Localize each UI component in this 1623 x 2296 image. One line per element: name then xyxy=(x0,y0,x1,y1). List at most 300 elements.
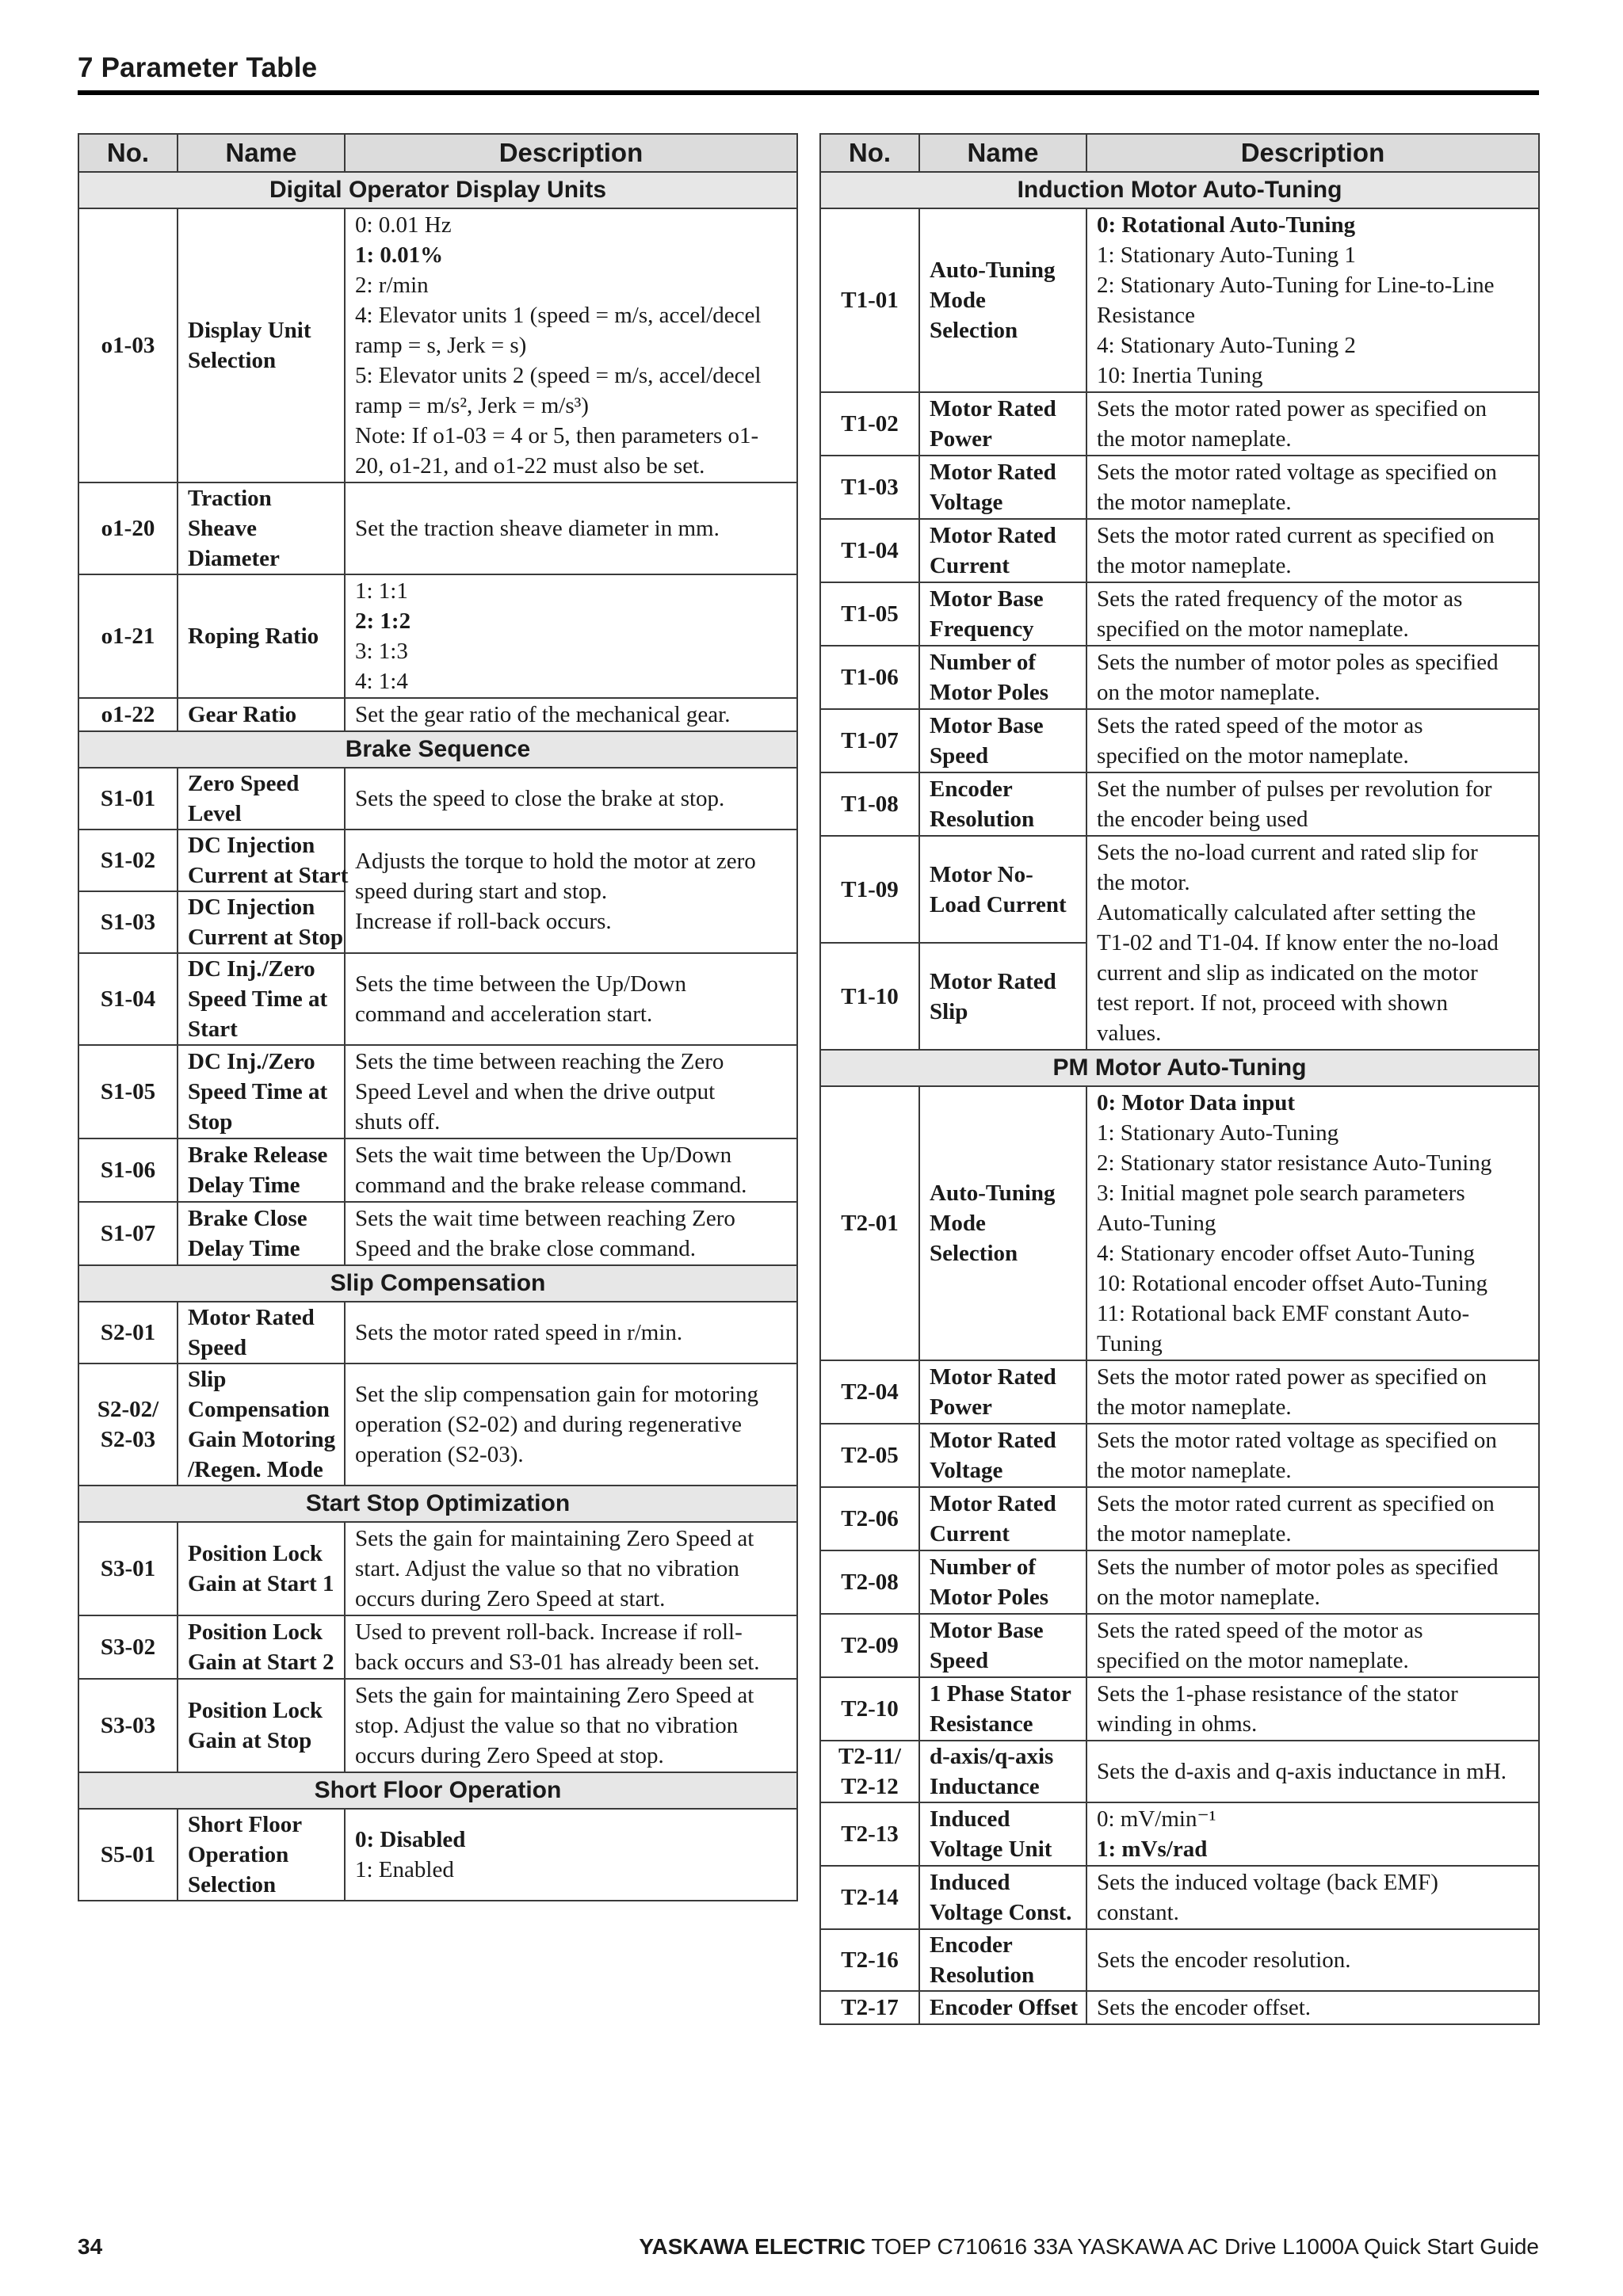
parameter-description xyxy=(1086,519,1539,582)
description-line: operation (S2-03). xyxy=(355,1442,524,1467)
parameter-name xyxy=(919,392,1086,456)
parameter-name xyxy=(919,1487,1086,1550)
parameter-name-line: Voltage xyxy=(930,1458,1003,1483)
description-line: 1: 0.01% xyxy=(355,242,444,268)
parameter-name-line: Selection xyxy=(188,348,277,373)
description-line: Sets the 1-phase resistance of the stator xyxy=(1097,1681,1458,1707)
parameter-number xyxy=(820,1802,919,1866)
parameter-name-line: Motor Poles xyxy=(930,1585,1049,1610)
parameter-name xyxy=(919,1802,1086,1866)
parameter-name-line: Auto-Tuning xyxy=(930,257,1056,283)
parameter-description xyxy=(1086,1929,1539,1991)
section-header-row xyxy=(78,172,797,208)
parameter-name-line: Mode xyxy=(930,288,986,313)
parameter-name-line: Motor Rated xyxy=(930,460,1056,485)
parameter-number-line: S2-02/ xyxy=(97,1397,159,1422)
parameter-name-line: Position Lock xyxy=(188,1619,323,1645)
description-line: winding in ohms. xyxy=(1097,1711,1258,1737)
description-line: 4: Stationary encoder offset Auto-Tuning xyxy=(1097,1241,1475,1266)
parameter-number xyxy=(820,1614,919,1677)
parameter-name xyxy=(178,482,345,574)
parameter-name xyxy=(919,943,1086,1050)
parameter-number-line: T2-06 xyxy=(841,1506,899,1531)
parameter-name xyxy=(919,1677,1086,1741)
description-line: 1: 1:1 xyxy=(355,578,408,604)
table-row xyxy=(820,1487,1539,1550)
parameter-description xyxy=(1086,1741,1539,1802)
parameter-number xyxy=(820,709,919,772)
description-line: test report. If not, proceed with shown xyxy=(1097,990,1448,1016)
parameter-number xyxy=(78,768,178,830)
parameter-name-line: Selection xyxy=(188,1872,277,1897)
table-row xyxy=(78,1363,797,1486)
description-line: on the motor nameplate. xyxy=(1097,680,1320,705)
parameter-number xyxy=(820,836,919,943)
parameter-name xyxy=(178,1679,345,1772)
table-row xyxy=(78,1138,797,1202)
table-row xyxy=(78,1302,797,1363)
parameter-name-line: Gain at Start 2 xyxy=(188,1650,334,1675)
parameter-number xyxy=(78,1138,178,1202)
description-line: Sets the motor rated speed in r/min. xyxy=(355,1320,683,1345)
parameter-name-line: DC Injection xyxy=(188,894,315,920)
description-line: 0: Disabled xyxy=(355,1827,466,1852)
parameter-name-line: Motor Base xyxy=(930,586,1044,612)
parameter-name-line: Power xyxy=(930,426,992,452)
description-line: 2: Stationary Auto-Tuning for Line-to-Line xyxy=(1097,273,1495,298)
parameter-description xyxy=(345,1809,797,1901)
parameter-name-line: Speed xyxy=(930,1648,989,1673)
parameter-number-line: T1-05 xyxy=(841,601,899,627)
parameter-number-line: T2-12 xyxy=(841,1774,899,1799)
section-header-row xyxy=(78,731,797,768)
parameter-number-line: S2-01 xyxy=(100,1320,156,1345)
description-line: Set the slip compensation gain for motoring xyxy=(355,1382,759,1407)
table-row xyxy=(78,830,797,891)
left-parameter-table xyxy=(78,133,796,1901)
right-parameter-table xyxy=(819,133,1538,2025)
description-line: Speed and the brake close command. xyxy=(355,1236,697,1261)
parameter-name-line: Motor Rated xyxy=(930,1364,1056,1390)
description-line: 0: mV/min⁻¹ xyxy=(1097,1806,1216,1832)
description-line: on the motor nameplate. xyxy=(1097,1585,1320,1610)
parameter-name-line: d-axis/q-axis xyxy=(930,1744,1054,1769)
parameter-number-line: T1-09 xyxy=(841,876,899,902)
parameter-name-line: Speed xyxy=(930,743,989,769)
parameter-name-line: Slip xyxy=(188,1367,227,1392)
parameter-number-line: o1-22 xyxy=(101,702,155,727)
table-row xyxy=(820,1802,1539,1866)
description-line: Adjusts the torque to hold the motor at zero xyxy=(355,849,756,874)
table-row xyxy=(78,1522,797,1615)
parameter-name-line: Inductance xyxy=(930,1774,1040,1799)
description-line: the motor nameplate. xyxy=(1097,490,1292,515)
description-line: command and the brake release command. xyxy=(355,1173,747,1198)
parameter-description xyxy=(1086,208,1539,392)
parameter-name xyxy=(919,709,1086,772)
parameter-number-line: S1-02 xyxy=(100,848,156,873)
parameter-name xyxy=(178,574,345,698)
description-line: 10: Inertia Tuning xyxy=(1097,363,1263,388)
parameter-number-line: o1-21 xyxy=(101,624,155,649)
parameter-name-line: Diameter xyxy=(188,546,280,571)
parameter-description xyxy=(345,482,797,574)
description-line: Speed Level and when the drive output xyxy=(355,1079,716,1104)
description-line: Sets the gain for maintaining Zero Speed at xyxy=(355,1526,754,1551)
parameter-number xyxy=(78,208,178,482)
description-line: 1: mVs/rad xyxy=(1097,1836,1208,1862)
table-row xyxy=(820,1614,1539,1677)
parameter-name-line: Motor Rated xyxy=(930,1491,1056,1516)
description-line: Sets the motor rated current as specified on xyxy=(1097,523,1495,548)
description-line: Set the number of pulses per revolution for xyxy=(1097,776,1492,802)
parameter-description xyxy=(345,1679,797,1772)
parameter-description xyxy=(345,1615,797,1679)
col-header-name: Name xyxy=(178,134,345,172)
table-row xyxy=(78,1202,797,1265)
parameter-description xyxy=(345,1363,797,1486)
description-line: 2: r/min xyxy=(355,273,429,298)
parameter-number-line: S3-02 xyxy=(100,1634,156,1660)
description-line: Sets the motor rated voltage as specified on xyxy=(1097,460,1497,485)
parameter-number-line: o1-20 xyxy=(101,516,155,541)
parameter-number-line: o1-03 xyxy=(101,333,155,358)
description-line: Sets the rated frequency of the motor as xyxy=(1097,586,1463,612)
parameter-name xyxy=(178,1809,345,1901)
parameter-name-line: Motor Poles xyxy=(930,680,1049,705)
description-line: the motor nameplate. xyxy=(1097,1521,1292,1547)
parameter-name-line: Motor No- xyxy=(930,861,1033,887)
parameter-name xyxy=(178,1138,345,1202)
parameter-number xyxy=(820,208,919,392)
section-title: Start Stop Optimization xyxy=(78,1486,797,1522)
description-line: the motor nameplate. xyxy=(1097,1394,1292,1420)
parameter-number-line: T1-07 xyxy=(841,728,899,753)
parameter-number xyxy=(78,1202,178,1265)
parameter-number-line: T1-08 xyxy=(841,791,899,817)
parameter-description xyxy=(345,1045,797,1138)
parameter-name xyxy=(178,1045,345,1138)
parameter-name-line: Brake Release xyxy=(188,1142,328,1168)
table-row xyxy=(820,208,1539,392)
parameter-name xyxy=(178,953,345,1045)
parameter-name xyxy=(178,1302,345,1363)
parameter-name-line: Voltage Unit xyxy=(930,1836,1052,1862)
footer-brand: YASKAWA ELECTRIC xyxy=(639,2234,866,2259)
parameter-name-line: Number of xyxy=(930,1554,1036,1580)
parameter-description xyxy=(1086,392,1539,456)
parameter-number-line: S1-07 xyxy=(100,1221,156,1246)
parameter-name xyxy=(178,891,345,953)
parameter-name-line: Level xyxy=(188,801,242,826)
description-line: occurs during Zero Speed at stop. xyxy=(355,1743,664,1768)
table-row xyxy=(820,1424,1539,1487)
parameter-description xyxy=(345,953,797,1045)
parameter-number-line: S3-01 xyxy=(100,1556,156,1581)
description-line: Used to prevent roll-back. Increase if roll- xyxy=(355,1619,743,1645)
parameter-name xyxy=(178,1522,345,1615)
description-line: specified on the motor nameplate. xyxy=(1097,743,1409,769)
parameter-number xyxy=(820,1424,919,1487)
parameter-number xyxy=(78,1302,178,1363)
parameter-description xyxy=(1086,1677,1539,1741)
table-header-row xyxy=(78,134,797,172)
parameter-name xyxy=(919,1086,1086,1360)
table-row xyxy=(820,1741,1539,1802)
parameter-number xyxy=(820,1866,919,1929)
col-header-no: No. xyxy=(820,134,919,172)
parameter-description xyxy=(1086,646,1539,709)
parameter-number-line: T2-08 xyxy=(841,1569,899,1595)
description-line: Sets the number of motor poles as specified xyxy=(1097,1554,1499,1580)
parameter-name-line: Auto-Tuning xyxy=(930,1180,1056,1206)
parameter-name-line: DC Inj./Zero xyxy=(188,956,315,982)
description-line: 11: Rotational back EMF constant Auto- xyxy=(1097,1301,1470,1326)
parameter-name-line: Speed Time at xyxy=(188,986,328,1012)
parameter-number xyxy=(78,482,178,574)
table-row xyxy=(78,1045,797,1138)
parameter-name-line: Motor Rated xyxy=(930,396,1056,421)
description-line: 0: Rotational Auto-Tuning xyxy=(1097,212,1356,238)
parameter-name xyxy=(919,1550,1086,1614)
description-line: Sets the number of motor poles as specified xyxy=(1097,650,1499,675)
description-line: Sets the induced voltage (back EMF) xyxy=(1097,1870,1438,1895)
description-line: the motor. xyxy=(1097,870,1190,895)
parameter-name-line: Voltage xyxy=(930,490,1003,515)
parameter-name xyxy=(919,582,1086,646)
description-line: Sets the motor rated power as specified on xyxy=(1097,1364,1487,1390)
description-line: speed during start and stop. xyxy=(355,879,608,904)
parameter-name-line: Sheave xyxy=(188,516,257,541)
description-line: the motor nameplate. xyxy=(1097,426,1292,452)
parameter-description xyxy=(345,830,797,953)
description-line: 1: Stationary Auto-Tuning xyxy=(1097,1120,1339,1146)
table-row xyxy=(820,1991,1539,2024)
parameter-name-line: /Regen. Mode xyxy=(188,1457,323,1482)
parameter-name-line: Motor Base xyxy=(930,713,1044,738)
parameter-name-line: Stop xyxy=(188,1109,233,1135)
parameter-number xyxy=(78,891,178,953)
parameter-number xyxy=(820,772,919,836)
section-title: Brake Sequence xyxy=(78,731,797,768)
table-row xyxy=(78,574,797,698)
description-line: ramp = m/s², Jerk = m/s³) xyxy=(355,393,589,418)
parameter-name-line: Gear Ratio xyxy=(188,702,297,727)
description-line: Sets the gain for maintaining Zero Speed at xyxy=(355,1683,754,1708)
parameter-name-line: Induced xyxy=(930,1870,1010,1895)
page-title: 7 Parameter Table xyxy=(78,52,318,83)
parameter-name-line: Motor Rated xyxy=(188,1305,315,1330)
parameter-name-line: Resistance xyxy=(930,1711,1033,1737)
table-row xyxy=(820,709,1539,772)
page-header xyxy=(78,49,1539,95)
parameter-number-line: T2-01 xyxy=(841,1211,899,1236)
parameter-name-line: Power xyxy=(930,1394,992,1420)
parameter-number xyxy=(820,1487,919,1550)
parameter-description xyxy=(345,208,797,482)
parameter-description xyxy=(1086,1086,1539,1360)
parameter-number-line: T2-17 xyxy=(841,1995,899,2020)
parameter-name-line: Operation xyxy=(188,1842,289,1867)
description-line: current and slip as indicated on the motor xyxy=(1097,960,1478,986)
description-line: Sets the rated speed of the motor as xyxy=(1097,1618,1423,1643)
description-line: 4: 1:4 xyxy=(355,669,408,694)
description-line: constant. xyxy=(1097,1900,1179,1925)
description-line: Sets the wait time between the Up/Down xyxy=(355,1142,732,1168)
section-title: PM Motor Auto-Tuning xyxy=(820,1050,1539,1086)
description-line: specified on the motor nameplate. xyxy=(1097,616,1409,642)
table-row xyxy=(78,953,797,1045)
parameter-name-line: Compensation xyxy=(188,1397,330,1422)
description-line: command and acceleration start. xyxy=(355,1001,653,1027)
table-header-row xyxy=(820,134,1539,172)
section-header-row xyxy=(78,1265,797,1302)
parameter-description xyxy=(345,1202,797,1265)
description-line: 5: Elevator units 2 (speed = m/s, accel/decel xyxy=(355,363,762,388)
parameter-name-line: 1 Phase Stator xyxy=(930,1681,1071,1707)
parameter-name-line: Speed Time at xyxy=(188,1079,328,1104)
parameter-name-line: Encoder Offset xyxy=(930,1995,1079,2020)
description-line: Set the traction sheave diameter in mm. xyxy=(355,516,720,541)
parameter-name-line: Load Current xyxy=(930,891,1067,917)
description-line: 1: Stationary Auto-Tuning 1 xyxy=(1097,242,1356,268)
parameter-number xyxy=(820,1360,919,1424)
parameter-description xyxy=(1086,772,1539,836)
description-line: occurs during Zero Speed at start. xyxy=(355,1586,666,1611)
description-line: Sets the time between reaching the Zero xyxy=(355,1049,724,1074)
parameter-name xyxy=(178,208,345,482)
parameter-name-line: Slip xyxy=(930,998,968,1024)
parameter-name-line: Current xyxy=(930,553,1010,578)
table-row xyxy=(820,1866,1539,1929)
parameter-name xyxy=(919,1991,1086,2024)
description-line: Sets the wait time between reaching Zero xyxy=(355,1206,735,1231)
description-line: 10: Rotational encoder offset Auto-Tuning xyxy=(1097,1271,1487,1296)
parameter-number-line: T2-10 xyxy=(841,1696,899,1722)
table-row xyxy=(820,1086,1539,1360)
table-row xyxy=(820,582,1539,646)
parameter-name xyxy=(919,1424,1086,1487)
description-line: ramp = s, Jerk = s) xyxy=(355,333,527,358)
parameter-number-line: T2-09 xyxy=(841,1633,899,1658)
section-title: Digital Operator Display Units xyxy=(78,172,797,208)
description-line: 0: Motor Data input xyxy=(1097,1090,1295,1116)
table-row xyxy=(78,1679,797,1772)
col-header-description: Description xyxy=(345,134,797,172)
parameter-number xyxy=(820,1677,919,1741)
parameter-description xyxy=(1086,1802,1539,1866)
section-title: Slip Compensation xyxy=(78,1265,797,1302)
col-header-no: No. xyxy=(78,134,178,172)
table-row xyxy=(78,1615,797,1679)
parameter-name-line: Gain Motoring xyxy=(188,1427,336,1452)
table-row xyxy=(78,482,797,574)
table-row xyxy=(78,698,797,731)
table-row xyxy=(820,392,1539,456)
section-header-row xyxy=(78,1772,797,1809)
table-row xyxy=(820,772,1539,836)
parameter-name-line: Motor Rated xyxy=(930,968,1056,994)
parameter-name-line: Roping Ratio xyxy=(188,624,319,649)
col-header-name: Name xyxy=(919,134,1086,172)
table-row xyxy=(78,1809,797,1901)
parameter-name xyxy=(919,1866,1086,1929)
table-row xyxy=(78,208,797,482)
parameter-number xyxy=(820,1991,919,2024)
parameter-name-line: Traction xyxy=(188,486,272,511)
parameter-name xyxy=(919,519,1086,582)
parameter-name xyxy=(178,830,349,891)
parameter-number xyxy=(78,1809,178,1901)
parameter-name-line: Encoder xyxy=(930,776,1013,802)
parameter-name-line: Motor Rated xyxy=(930,523,1056,548)
parameter-number-line: S2-03 xyxy=(100,1427,156,1452)
parameter-description xyxy=(345,1522,797,1615)
parameter-number xyxy=(78,953,178,1045)
parameter-number xyxy=(820,1086,919,1360)
description-line: operation (S2-02) and during regenerative xyxy=(355,1412,742,1437)
description-line: 2: 1:2 xyxy=(355,608,411,634)
description-line: Set the gear ratio of the mechanical gear. xyxy=(355,702,731,727)
description-line: Note: If o1-03 = 4 or 5, then parameters o1- xyxy=(355,423,759,448)
parameter-name-line: Resolution xyxy=(930,807,1035,832)
section-header-row xyxy=(820,172,1539,208)
table-row xyxy=(820,1677,1539,1741)
parameter-number-line: T2-13 xyxy=(841,1821,899,1847)
parameter-number xyxy=(820,519,919,582)
footer-doc-id: TOEP C710616 33A YASKAWA AC Drive L1000A Quick Start Guide xyxy=(865,2234,1539,2259)
parameter-name-line: Position Lock xyxy=(188,1698,323,1723)
parameter-description xyxy=(1086,836,1539,1050)
parameter-name xyxy=(919,646,1086,709)
parameter-name-line: Mode xyxy=(930,1211,986,1236)
section-title: Short Floor Operation xyxy=(78,1772,797,1809)
table-row xyxy=(820,646,1539,709)
description-line: Sets the d-axis and q-axis inductance in mH. xyxy=(1097,1759,1507,1784)
section-title: Induction Motor Auto-Tuning xyxy=(820,172,1539,208)
parameter-number-line: S5-01 xyxy=(100,1842,156,1867)
page-footer xyxy=(78,2231,1539,2263)
description-line: Increase if roll-back occurs. xyxy=(355,909,612,934)
description-line: Sets the motor rated power as specified on xyxy=(1097,396,1487,421)
parameter-name-line: Motor Rated xyxy=(930,1428,1056,1453)
parameter-name xyxy=(178,1615,345,1679)
parameter-number xyxy=(78,698,178,731)
parameter-number-line: S1-06 xyxy=(100,1158,156,1183)
description-line: specified on the motor nameplate. xyxy=(1097,1648,1409,1673)
parameter-name-line: Current xyxy=(930,1521,1010,1547)
parameter-name xyxy=(178,1202,345,1265)
description-line: the motor nameplate. xyxy=(1097,1458,1292,1483)
parameter-name-line: Current at Start xyxy=(188,863,349,888)
parameter-name-line: Encoder xyxy=(930,1932,1013,1958)
description-line: stop. Adjust the value so that no vibration xyxy=(355,1713,739,1738)
table-row xyxy=(78,768,797,830)
parameter-description xyxy=(345,1302,797,1363)
description-line: back occurs and S3-01 has already been set. xyxy=(355,1650,760,1675)
page-number: 34 xyxy=(78,2234,103,2259)
parameter-number-line: S3-03 xyxy=(100,1713,156,1738)
parameter-name-line: Induced xyxy=(930,1806,1010,1832)
parameter-number xyxy=(78,830,178,891)
description-line: shuts off. xyxy=(355,1109,441,1135)
description-line: 2: Stationary stator resistance Auto-Tuning xyxy=(1097,1150,1492,1176)
description-line: Sets the motor rated voltage as specified on xyxy=(1097,1428,1497,1453)
description-line: 4: Elevator units 1 (speed = m/s, accel/decel xyxy=(355,303,762,328)
parameter-name-line: Gain at Stop xyxy=(188,1728,312,1753)
parameter-table xyxy=(78,133,798,1901)
description-line: Sets the motor rated current as specified on xyxy=(1097,1491,1495,1516)
